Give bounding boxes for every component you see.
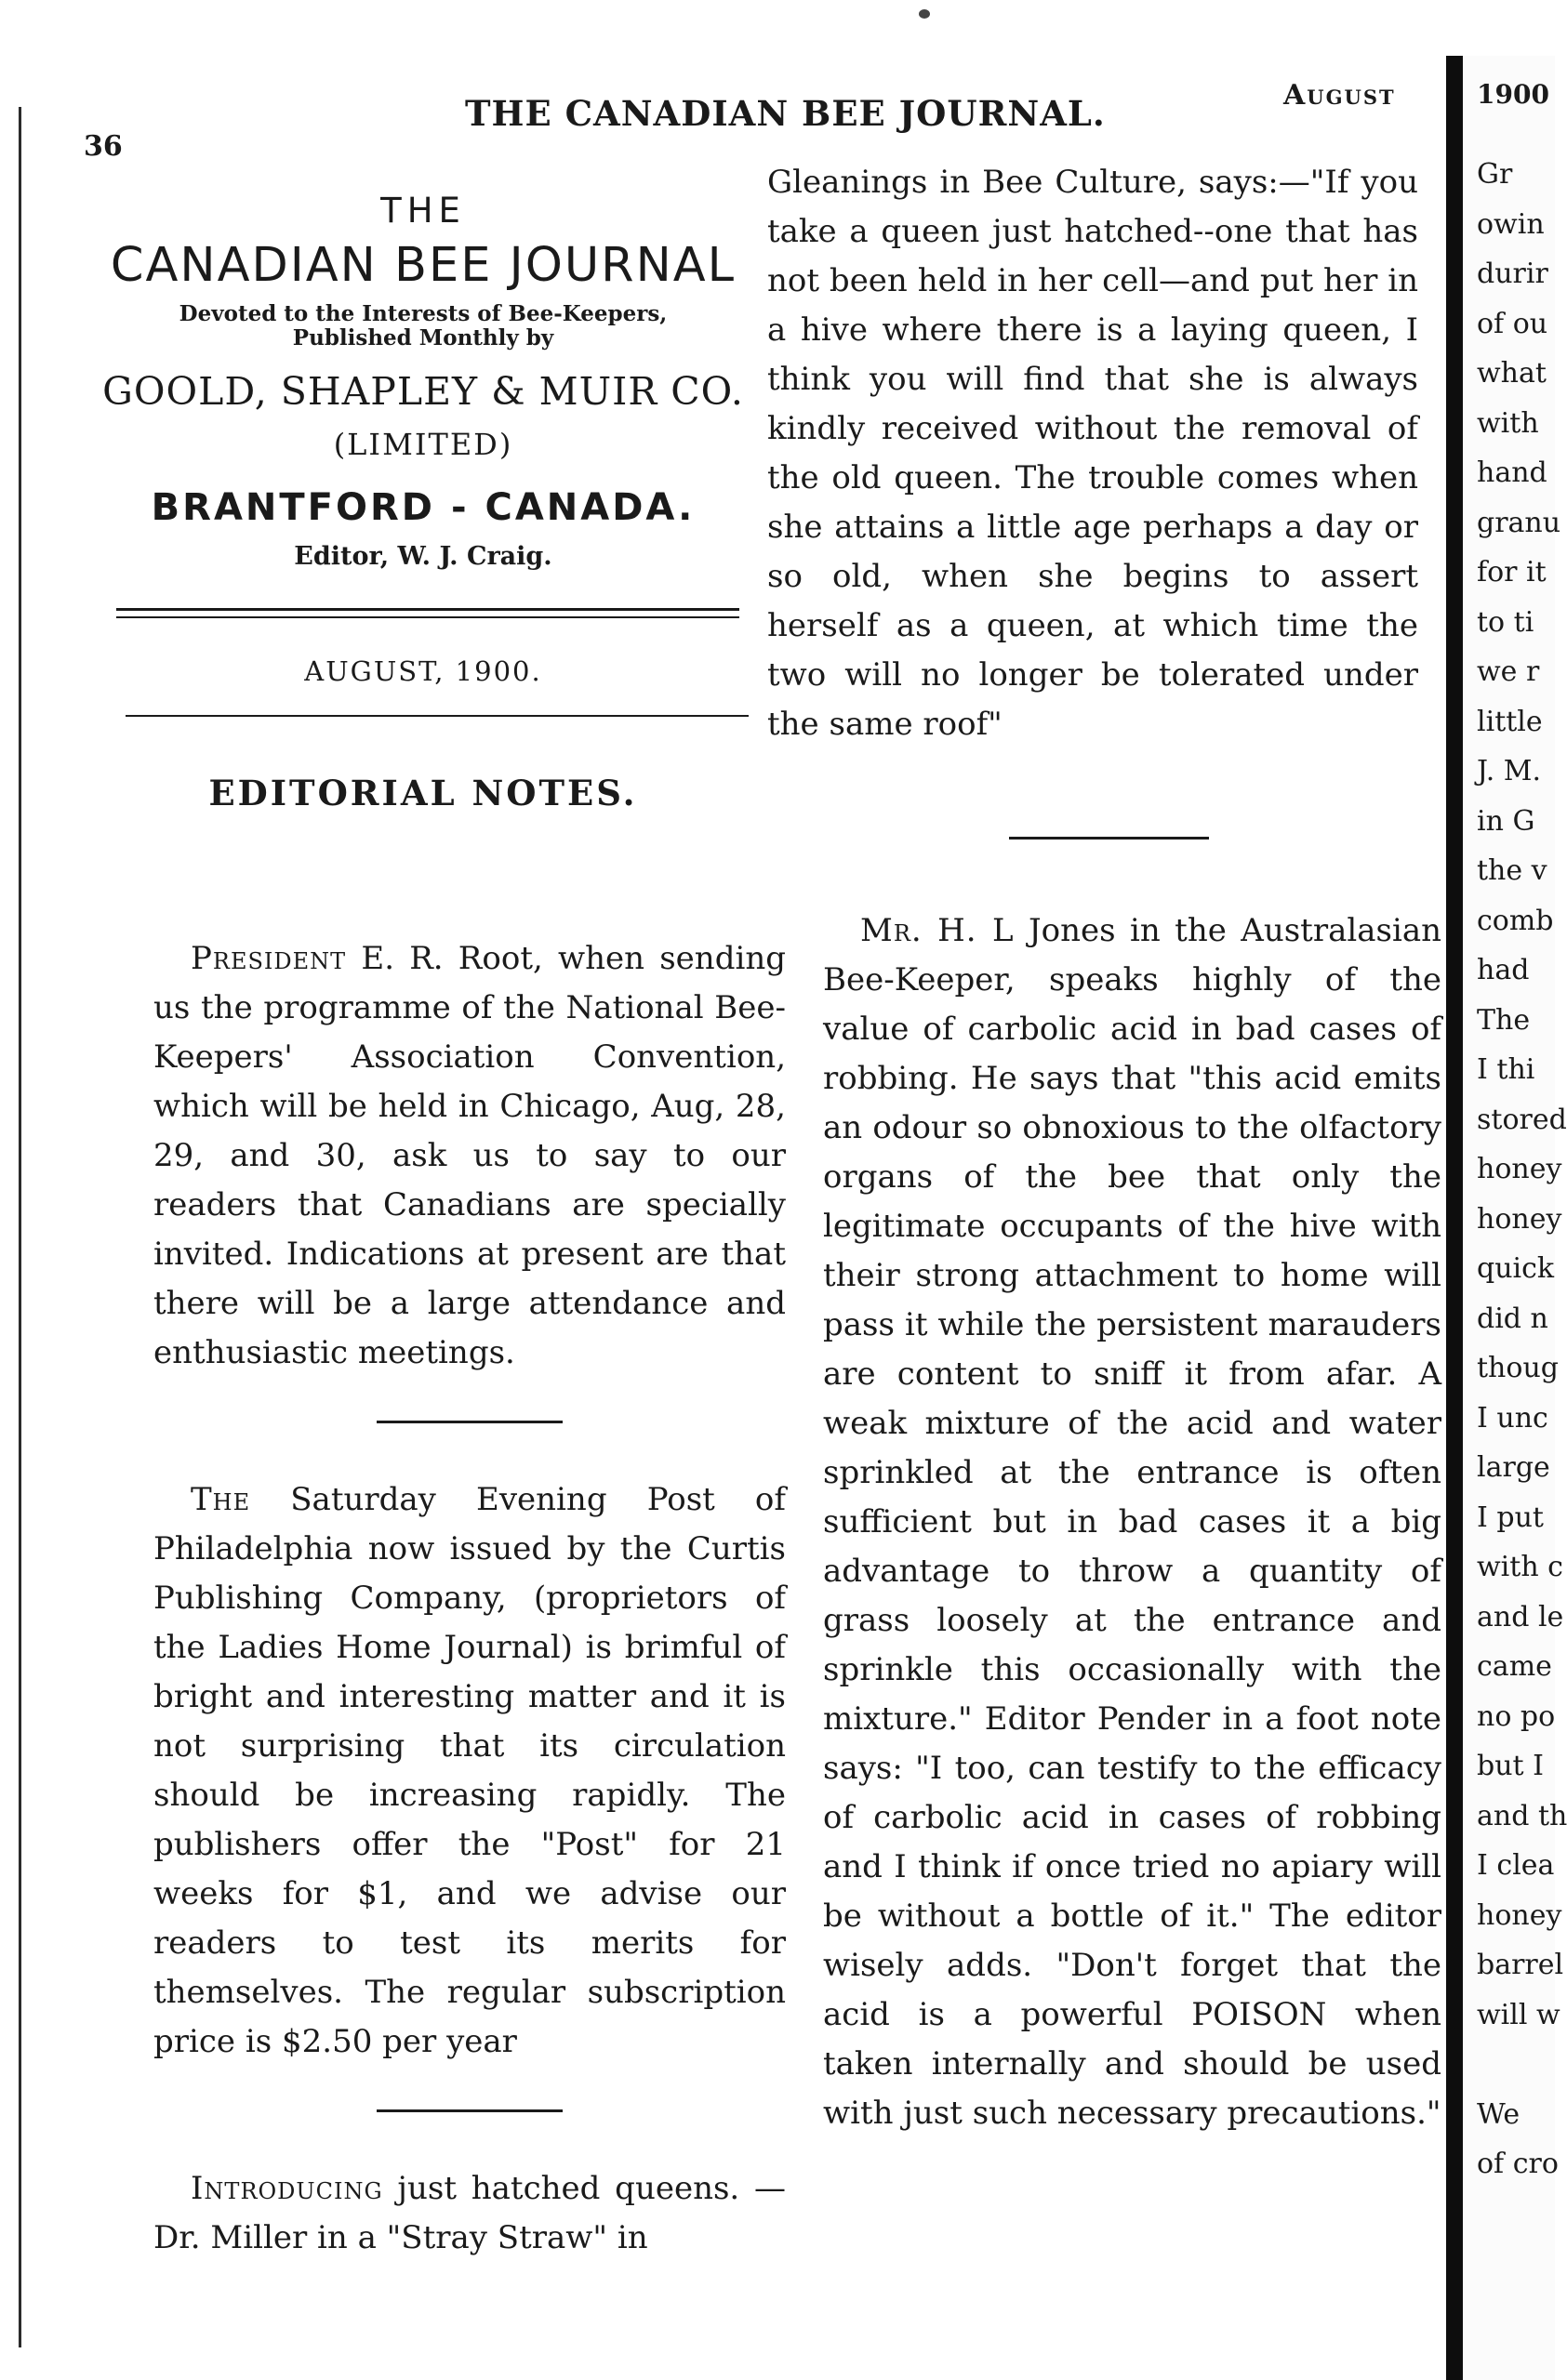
next-page-fragment: large <box>1477 1451 1550 1484</box>
next-page-fragment: little <box>1477 705 1543 738</box>
running-month: August <box>1283 79 1396 112</box>
masthead-city: BRANTFORD - CANADA. <box>151 486 696 529</box>
next-page-fragment: We <box>1477 2097 1521 2131</box>
masthead-the: THE <box>380 191 466 231</box>
masthead-editor: Editor, W. J. Craig. <box>294 542 552 571</box>
running-journal-title: THE CANADIAN BEE JOURNAL. <box>465 93 1106 134</box>
paragraph-text: E. R. Root, when sending us the programme of the National Bee-Keepers' Association Convention, which will be held in Chicago, Aug, 28, 29, and 30, ask us to say to our readers that Canadians are specially invited. Indications at present are that there will be a large attendance and enthusiastic meetings. <box>153 940 786 1371</box>
paragraph-lead: Mr. H. L <box>860 912 1015 949</box>
paragraph-saturday-post <box>153 1475 786 2067</box>
next-page-fragment: I put <box>1477 1501 1544 1534</box>
page-number: 36 <box>84 130 123 163</box>
next-page-fragment: comb <box>1477 904 1554 937</box>
next-page-edge <box>1463 56 1567 2380</box>
next-page-fragment: with c <box>1477 1551 1563 1583</box>
next-page-fragment: owin <box>1477 207 1545 241</box>
separator-rule-right <box>1009 837 1209 840</box>
masthead-rule <box>126 715 749 717</box>
next-page-fragment: J. M. <box>1477 755 1542 787</box>
section-title: EDITORIAL NOTES. <box>208 773 638 813</box>
next-page-fragment: durir <box>1477 258 1548 290</box>
next-page-fragment: honey <box>1477 1898 1562 1932</box>
next-page-fragment: quick <box>1477 1252 1555 1285</box>
separator-rule <box>377 1421 563 1423</box>
masthead-devoted <box>88 302 758 350</box>
next-page-fragment: I thi <box>1477 1053 1535 1086</box>
running-head <box>0 0 1446 167</box>
masthead <box>88 181 758 813</box>
masthead-publisher: GOOLD, SHAPLEY & MUIR CO. <box>102 369 744 414</box>
paragraph-text: Jones in the Australasian Bee-Keeper, speaks highly of the value of carbolic acid in bad cases of robbing. He says that "this acid emits an odour so obnoxious to the olfactory organs of the bee that only the legitimate occupants of the hive with their strong attachment to home will pass it while the persistent marauders are content to sniff it from afar. A weak mixture of the acid and water sprinkled at the entrance is often sufficient but in bad cases it a big advantage to throw a quantity of grass loosely at the entrance and sprinkle this occasionally with the mixture." Editor Pender in a foot note says: "I too, can testify to the efficacy of carbolic acid in cases of robbing and I think if once tried no apiary will be without a bottle of it." The editor wisely adds. "Don't forget that the acid is a powerful POISON when taken internally and should be used with just such necessary precautions." <box>823 912 1441 2132</box>
separator-rule <box>377 2109 563 2112</box>
next-page-fragment: I unc <box>1477 1401 1548 1435</box>
next-page-fragment: hand <box>1477 456 1547 489</box>
next-page-fragment: for it <box>1477 556 1547 588</box>
next-page-fragment: Gr <box>1477 158 1513 191</box>
next-page-fragment: but I <box>1477 1750 1544 1782</box>
next-page-fragment: honey <box>1477 1202 1562 1236</box>
next-page-fragment: in G <box>1477 804 1535 838</box>
next-page-fragment: no po <box>1477 1699 1556 1733</box>
paragraph-gleanings: Gleanings in Bee Culture, says:—"If you take a queen just hatched--one that has not been held in her cell—and put her in a hive where there is a laying queen, I think you will find that she is always kindly received without the removal of the old queen. The trouble comes when she attains a little age perhaps a day or so old, when she begins to assert herself as a queen, at which time the two will no longer be tolerated under the same roof" <box>767 164 1418 743</box>
paragraph-jones <box>823 906 1441 2138</box>
paragraph-introducing <box>153 2164 786 2263</box>
next-page-fragment: of ou <box>1477 307 1548 340</box>
next-page-fragment: we r <box>1477 655 1540 688</box>
next-page-fragment: and th <box>1477 1799 1567 1832</box>
next-page-fragment: honey <box>1477 1153 1562 1185</box>
next-page-fragment: did n <box>1477 1302 1548 1335</box>
ink-smudge <box>919 9 930 19</box>
next-page-fragment: came <box>1477 1650 1552 1683</box>
masthead-devoted-line2: Published Monthly by <box>292 325 554 350</box>
next-page-fragment: The <box>1477 1003 1531 1037</box>
next-page-fragment: I clea <box>1477 1849 1555 1882</box>
next-page-fragment: will w <box>1477 1998 1560 2031</box>
masthead-limited: (LIMITED) <box>333 427 513 462</box>
paragraph-lead: President <box>191 940 347 977</box>
next-page-fragment: had <box>1477 954 1530 986</box>
masthead-devoted-line1: Devoted to the Interests of Bee-Keepers, <box>179 301 668 326</box>
right-column-bottom <box>823 906 1441 2138</box>
paragraph-root <box>153 934 786 1378</box>
next-page-fragment: thoug <box>1477 1352 1559 1384</box>
paragraph-lead: The <box>191 1481 251 1518</box>
masthead-double-rule <box>116 608 739 618</box>
next-page-year: 1900 <box>1477 79 1549 110</box>
left-column <box>153 934 786 2263</box>
masthead-journal-name: CANADIAN BEE JOURNAL <box>110 238 737 293</box>
paragraph-text: just hatched queens. —Dr. Miller in a "Stray Straw" in <box>153 2170 786 2256</box>
next-page-fragment: granu <box>1477 506 1561 539</box>
next-page-fragment: the v <box>1477 854 1547 887</box>
next-page-fragment: stored <box>1477 1103 1567 1136</box>
issue-date: AUGUST, 1900. <box>304 655 542 687</box>
book-gutter <box>1446 56 1463 2380</box>
next-page-fragment: what <box>1477 357 1547 390</box>
paragraph-text: Saturday Evening Post of Philadelphia now issued by the Curtis Publishing Company, (proprietors of the Ladies Home Journal) is brimful of bright and interesting matter and it is not surprising that its circulation should be increasing rapidly. The publishers offer the "Post" for 21 weeks for $1, and we advise our readers to test its merits for themselves. The regular subscription price is $2.50 per year <box>153 1481 786 2060</box>
next-page-fragment: with <box>1477 406 1539 440</box>
next-page-fragment: of cro <box>1477 2148 1559 2180</box>
paragraph-lead: Introducing <box>191 2170 383 2207</box>
right-column-top <box>767 158 1418 749</box>
next-page-fragment: and le <box>1477 1600 1564 1633</box>
next-page-fragment: barrel <box>1477 1949 1564 1981</box>
next-page-fragment: to ti <box>1477 605 1534 639</box>
